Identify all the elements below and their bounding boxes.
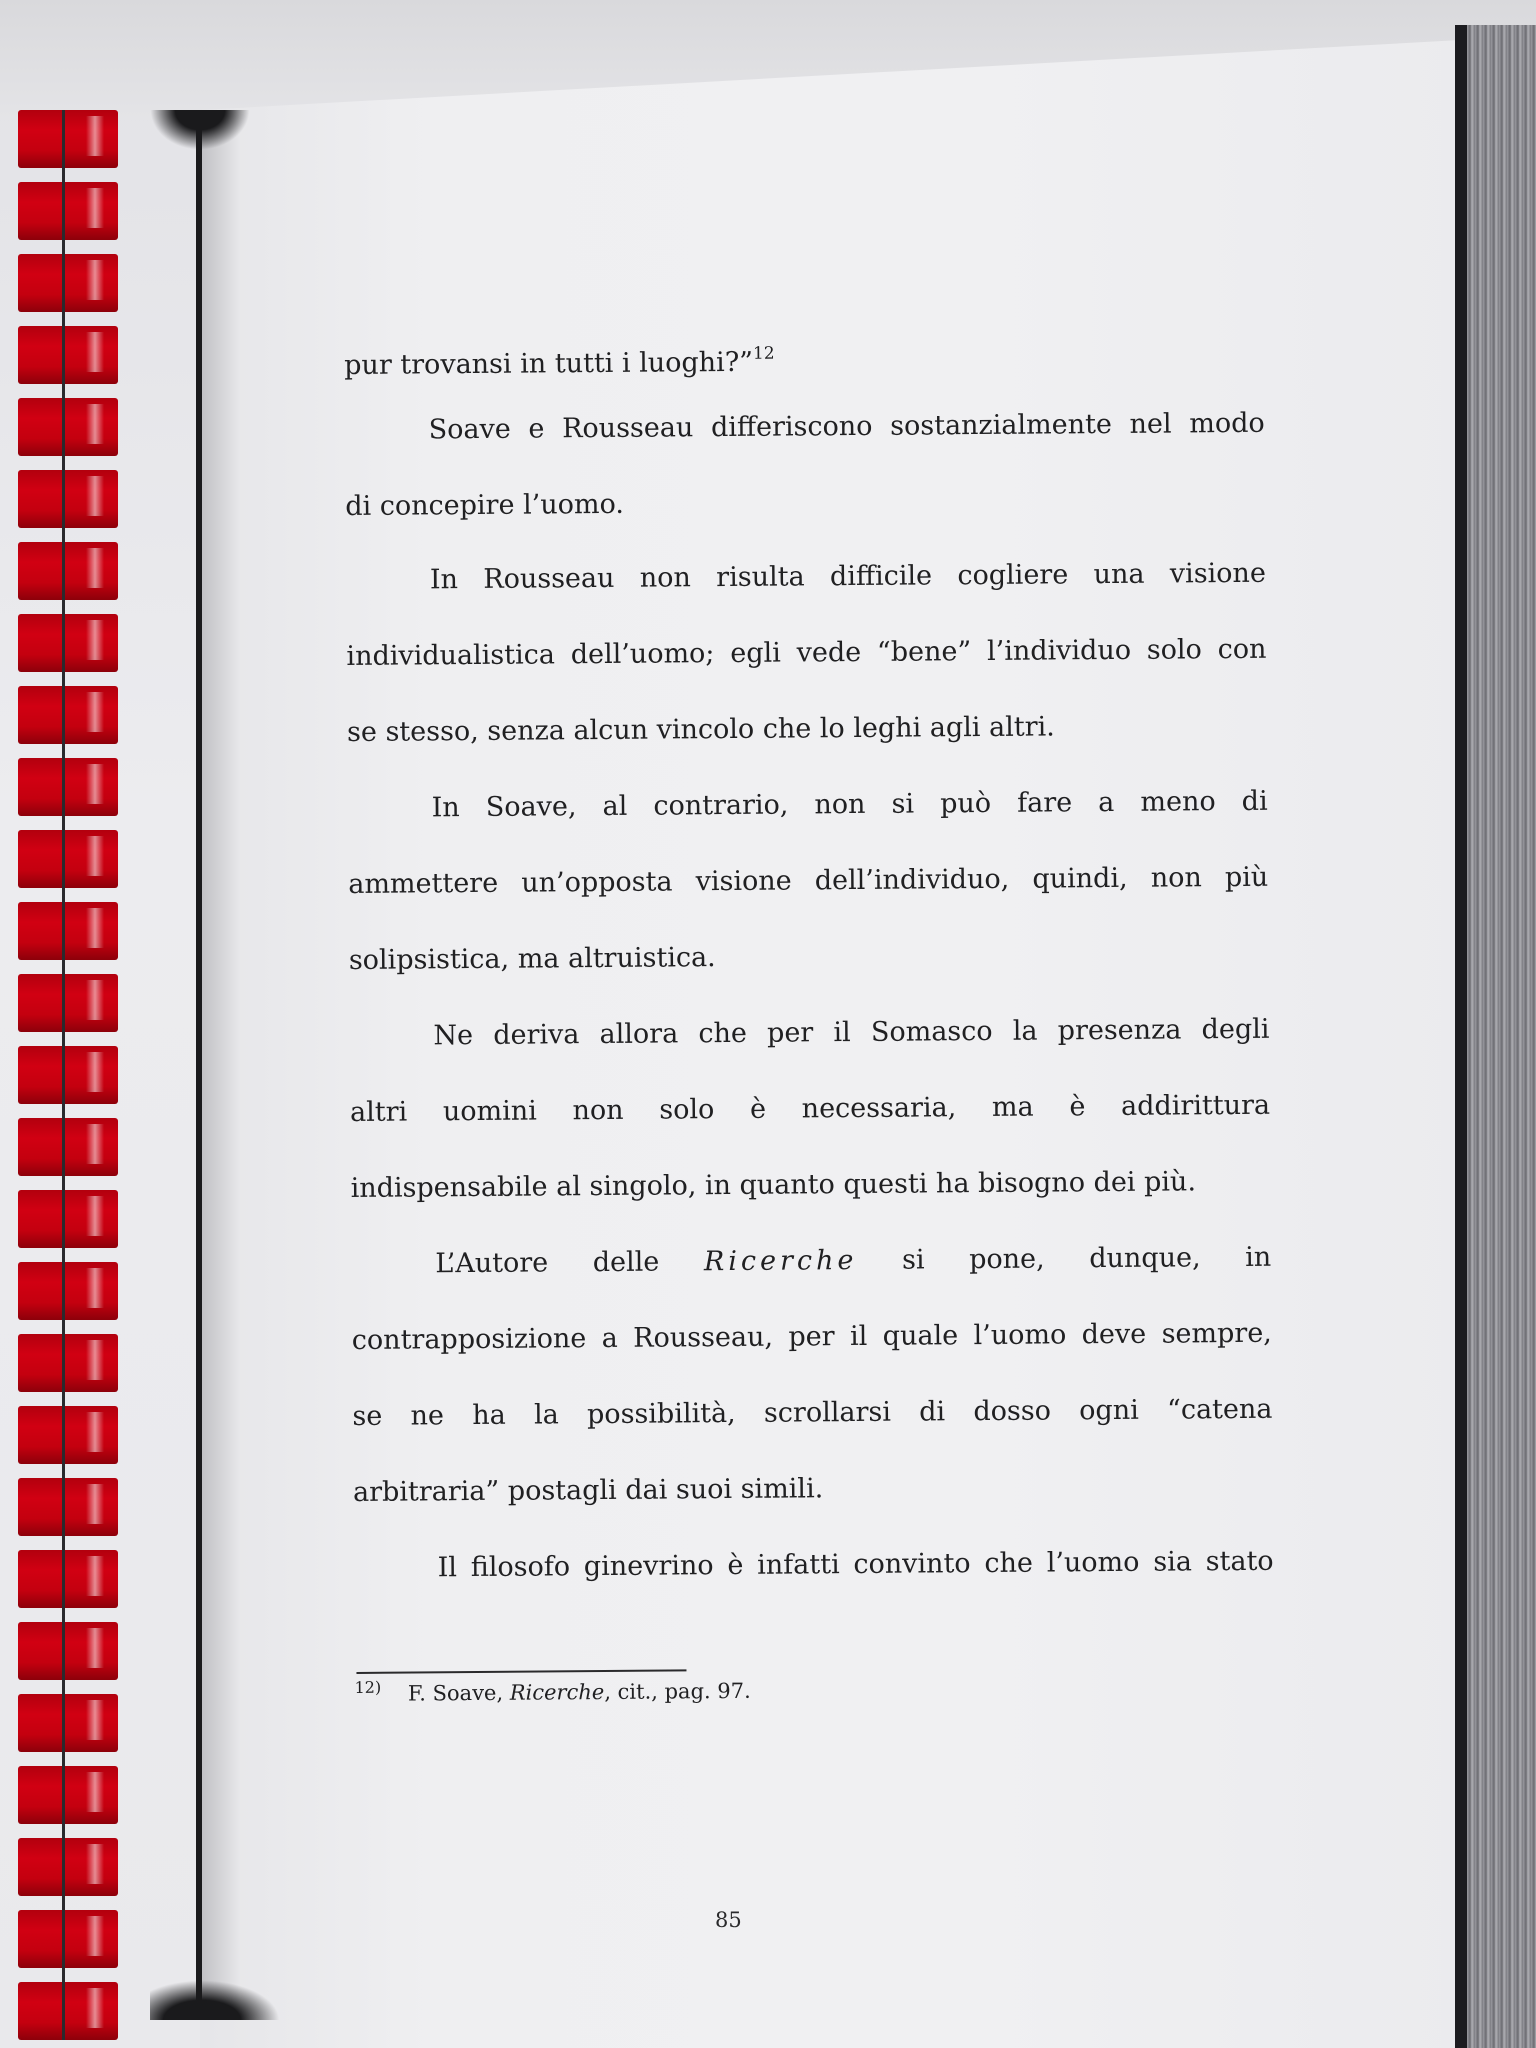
- text-line: Il filosofo ginevrino è infatti convinto che l’uomo sia stato: [437, 1545, 1274, 1584]
- text-line: pur trovansi in tutti i luoghi?”$^{12}$: [344, 343, 775, 381]
- spiral-binding: [0, 110, 130, 2048]
- binding-coil: [18, 1118, 118, 1176]
- binding-coil: [18, 1766, 118, 1824]
- binding-coil: [18, 1262, 118, 1320]
- binding-coil: [18, 614, 118, 672]
- text-line: individualistica dell’uomo; egli vede “bene” l’individuo solo con: [346, 633, 1267, 672]
- binding-coil: [18, 974, 118, 1032]
- text-line: Ne deriva allora che per il Somasco la presenza degli: [433, 1013, 1270, 1052]
- binding-coil: [18, 1622, 118, 1680]
- text-line: contrapposizione a Rousseau, per il quale l’uomo deve sempre,: [351, 1317, 1272, 1356]
- binding-coil: [18, 758, 118, 816]
- footnote-number: 12: [354, 1677, 376, 1697]
- binding-coil: [18, 326, 118, 384]
- spine-flare-bottom: [150, 1980, 280, 2020]
- text-line: altri uomini non solo è necessaria, ma è addirittura: [349, 1089, 1271, 1128]
- page-stack-edge: [1455, 25, 1467, 2048]
- text-line: In Soave, al contrario, non si può fare a meno di: [431, 785, 1268, 824]
- binding-coil: [18, 182, 118, 240]
- text-line: indispensabile al singolo, in quanto questi ha bisogno dei più.: [350, 1166, 1197, 1204]
- binding-coil: [18, 1838, 118, 1896]
- binding-coil: [18, 1694, 118, 1752]
- binding-coil: [18, 902, 118, 960]
- text-line: ammettere un’opposta visione dell’individuo, quindi, non più: [348, 861, 1269, 900]
- footnote-reference: 12: [752, 343, 775, 364]
- binding-rod: [62, 110, 65, 2040]
- binding-coil: [18, 1550, 118, 1608]
- binding-coil: [18, 686, 118, 744]
- binding-coil: [18, 1982, 118, 2040]
- binding-coil: [18, 398, 118, 456]
- binding-coil: [18, 1046, 118, 1104]
- binding-coil: [18, 1910, 118, 1968]
- binding-coil: [18, 1190, 118, 1248]
- binding-coil: [18, 470, 118, 528]
- binding-coil: [18, 254, 118, 312]
- binding-coil: [18, 1478, 118, 1536]
- binding-coil: [18, 542, 118, 600]
- text-line: arbitraria” postagli dai suoi simili.: [352, 1473, 824, 1508]
- page-gutter-shadow: [200, 110, 240, 2010]
- text-line: di concepire l’uomo.: [345, 488, 625, 522]
- page-number: 85: [715, 1908, 742, 1932]
- footnote: $^{12)}$ F. Soave, Ricerche, cit., pag. 97.: [354, 1677, 751, 1706]
- page-stack: [1467, 25, 1536, 2048]
- binding-coil: [18, 1406, 118, 1464]
- text-line: se stesso, senza alcun vincolo che lo leghi agli altri.: [346, 711, 1055, 748]
- spine-flare-top: [150, 110, 250, 150]
- binding-coil: [18, 110, 118, 168]
- text-line: Soave e Rousseau differiscono sostanzialmente nel modo: [428, 407, 1265, 446]
- page-spine: [196, 120, 202, 2000]
- text-line: se ne ha la possibilità, scrollarsi di dosso ogni “catena: [352, 1393, 1273, 1432]
- binding-coil: [18, 1334, 118, 1392]
- binding-coil: [18, 830, 118, 888]
- book-title: Ricerche: [703, 1244, 858, 1278]
- text-line: solipsistica, ma altruistica.: [348, 942, 716, 976]
- text-line: In Rousseau non risulta difficile cogliere una visione: [429, 557, 1266, 596]
- text-line: L’Autore delle Ricerche si pone, dunque, in: [435, 1241, 1272, 1280]
